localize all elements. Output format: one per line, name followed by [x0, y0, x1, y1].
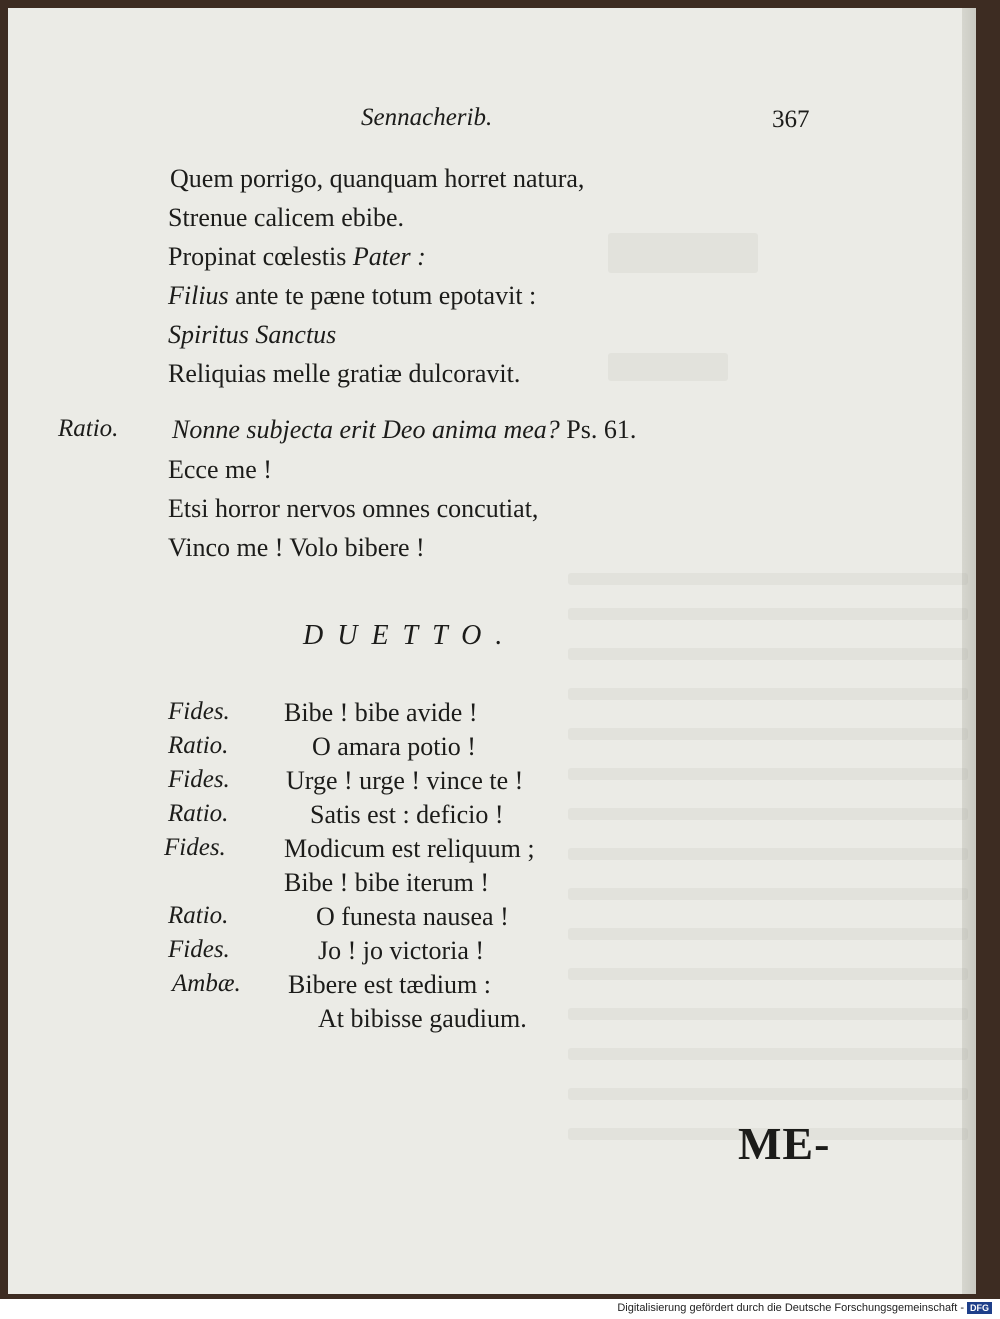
- credit-text: Digitalisierung gefördert durch die Deutsche Forschungsgemeinschaft -: [617, 1302, 964, 1314]
- duet-line: O amara potio !: [312, 732, 476, 761]
- duet-line: Bibere est tædium :: [288, 970, 491, 999]
- dfg-logo: DFG: [967, 1302, 992, 1314]
- duet-speaker: Fides.: [164, 834, 226, 861]
- speech-line: Etsi horror nervos omnes concutiat,: [168, 494, 539, 523]
- duet-line: Bibe ! bibe avide !: [284, 698, 478, 727]
- catchword: ME-: [738, 1118, 831, 1169]
- duet-speaker: Ratio.: [168, 902, 229, 929]
- running-title: Sennacherib.: [361, 104, 493, 131]
- verse-line: Filius ante te pæne totum epotavit :: [168, 281, 537, 310]
- duet-line: Urge ! urge ! vince te !: [286, 766, 524, 795]
- speaker-label: Ratio.: [58, 415, 119, 442]
- duet-speaker: Fides.: [168, 698, 230, 725]
- speech-line: Nonne subjecta erit Deo anima mea? Ps. 61.: [172, 415, 637, 444]
- duet-line: O funesta nausea !: [316, 902, 509, 931]
- digitization-credit: [617, 1302, 992, 1314]
- duet-speaker: Ambæ.: [172, 970, 241, 997]
- verse-line: Propinat cœlestis Pater :: [168, 242, 426, 271]
- duet-line: Satis est : deficio !: [310, 800, 504, 829]
- duet-line: Modicum est reliquum ;: [284, 834, 535, 863]
- duet-line: At bibisse gaudium.: [318, 1004, 527, 1033]
- speech-line: Ecce me !: [168, 455, 272, 484]
- speech-line: Vinco me ! Volo bibere !: [168, 533, 425, 562]
- page-number: 367: [772, 106, 810, 133]
- section-heading: DUETTO.: [303, 620, 517, 651]
- verse-line: Quem porrigo, quanquam horret natura,: [170, 164, 585, 193]
- duet-speaker: Ratio.: [168, 800, 229, 827]
- duet-speaker: Ratio.: [168, 732, 229, 759]
- duet-speaker: Fides.: [168, 766, 230, 793]
- duet-line: Jo ! jo victoria !: [318, 936, 485, 965]
- verse-line: Reliquias melle gratiæ dulcoravit.: [168, 359, 521, 388]
- duet-line: Bibe ! bibe iterum !: [284, 868, 490, 897]
- duet-speaker: Fides.: [168, 936, 230, 963]
- verse-line: Strenue calicem ebibe.: [168, 203, 405, 232]
- verse-line: Spiritus Sanctus: [168, 320, 337, 349]
